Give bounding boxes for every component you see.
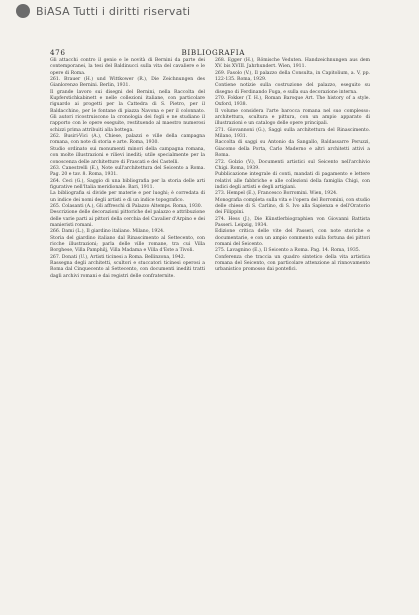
left-column (50, 58, 205, 280)
paragraph: 275. Lavagnino (E.), Il Seicento a Roma. Pag. 14. Roma, 1935. (215, 248, 361, 254)
paragraph: Il grande lavoro sui disegni del Bernini, nella Raccolta del Kupferstichkabinett e nelle collezioni italiane, con particolare riguardo ai progetti per la Cattedra di S. Pietro, per il Baldacchino, per le fontane di piazza Navona e per il colonnato. Gli autori ricostruiscono la cronologia dei fogli e ne studiano il rapporto con le opere eseguite, restituendo al maestro numerosi schizzi prima attribuiti alla bottega. (50, 89, 205, 133)
paragraph: 261. Brauer (H.) und Wittkower (R.), Die Zeichnungen des Gianlorenzo Bernini. Berlin, 1931. (50, 77, 205, 89)
paragraph: Rassegna degli architetti, scultori e stuccatori ticinesi operosi a Roma dal Cinquecento al Settecento, con documenti inediti tratti dagli archivi romani e dai registri delle confraternite. (50, 261, 205, 279)
paragraph: 262. Busiri-Vici (A.), Chiese, palazzi e ville della campagna romana, con note di storia e arte. Roma, 1930. (50, 134, 205, 146)
paragraph: Monografia completa sulla vita e l'opera del Borromini, con studio delle chiese di S. Carlino, di S. Ivo alla Sapienza e dell'Oratorio dei Filippini. (215, 197, 370, 216)
paragraph: 263. Canestrelli (E.), Note sull'architettura del Seicento a Roma. Pag. 20 e tav. 8. Roma, 1931. (50, 165, 205, 178)
page-number: 476 (50, 48, 66, 57)
paragraph: Raccolta di saggi su Antonio da Sangallo, Baldassarre Peruzzi, Giacomo della Porta, Carlo Maderno e altri architetti attivi a Roma. (215, 140, 370, 159)
paragraph: 264. Ceci (G.), Saggio di una bibliografia per la storia delle arti figurative nell'Italia meridionale. Bari, 1911. (50, 178, 205, 190)
running-title: BIBLIOGRAFIA (181, 48, 245, 57)
paragraph: Gli attacchi contro il genio e le novità di Bernini da parte dei contemporanei, la tesi del Baldinucci sulla vita del cavaliere e le opere di Roma. (50, 58, 205, 76)
page-header (50, 48, 371, 57)
paragraph: 267. Donati (U.), Artisti ticinesi a Roma. Bellinzona, 1942. (50, 254, 186, 260)
paragraph: Storia del giardino italiano dal Rinascimento al Settecento, con ricche illustrazioni; parla delle ville romane, tra cui Villa Borghese, Villa Pamphilj, Villa Madama e Villa d'Este a Tivoli. (50, 235, 205, 254)
paragraph: 272. Golzio (V.), Documenti artistici sul Seicento nell'archivio Chigi. Roma, 1939. (215, 159, 370, 171)
paragraph: 268. Egger (H.), Römische Veduten. Handzeichnungen aus dem XV. bis XVIII. Jahrhundert. Wien, 1911. (215, 58, 370, 70)
paragraph: Edizione critica delle vite del Passeri, con note storiche e documentarie, e con un ampio commento sulla fortuna dei pittori romani del Seicento. (215, 229, 370, 247)
biasa-logo-icon (16, 4, 30, 18)
paragraph: Contiene notizie sulla costruzione del palazzo, eseguito su disegno di Ferdinando Fuga, e sulla sua decorazione interna. (215, 83, 370, 95)
paragraph: Descrizione delle decorazioni pittoriche del palazzo e attribuzione delle varie parti ai pittori della cerchia del Cavalier d'Arpino e dei manieristi romani. (50, 210, 205, 228)
paragraph: La bibliografia si divide per materie e per luoghi; è corredata di un indice dei nomi degli artisti e di un indice topografico. (50, 191, 205, 203)
paragraph: 266. Dami (L.), Il giardino italiano. Milano, 1924. (50, 229, 165, 235)
paragraph: 274. Hess (J.), Die Künstlerbiographien von Giovanni Battista Passeri. Leipzig, 1934. (215, 216, 370, 228)
paragraph: 273. Hempel (E.), Francesco Borromini. Wien, 1924. (215, 191, 338, 197)
paragraph: Pubblicazione integrale di conti, mandati di pagamento e lettere relativi alle fabbriche e alle collezioni della famiglia Chigi, con indici degli artisti e degli artigiani. (215, 172, 370, 190)
paragraph: 271. Giovannoni (G.), Saggi sulla architettura del Rinascimento. Milano, 1931. (215, 127, 370, 140)
paragraph: Il volume considera l'arte barocca romana nel suo complesso: architettura, scultura e pittura, con un ampio apparato di illustrazioni e un catalogo delle opere principali. (215, 108, 370, 127)
paragraph: 270. Fokker (T. H.), Roman Baroque Art. The history of a style. Oxford, 1938. (215, 96, 370, 108)
paragraph: 269. Fasolo (V.), Il palazzo della Consulta, in Capitolium, a. V, pp. 122-135. Roma, 1929. (215, 70, 370, 83)
watermark (0, 0, 419, 22)
text-columns (50, 58, 370, 280)
paragraph: Conferenza che traccia un quadro sintetico della vita artistica romana del Seicento, con particolare attenzione al rinnovamento urbanistico promosso dai pontefici. (215, 254, 370, 273)
watermark-text: BiASA Tutti i diritti riservati (36, 4, 191, 18)
right-column (215, 58, 370, 280)
paragraph: Studio ordinato sui monumenti minori della campagna romana, con molte illustrazioni e rilievi inediti; utile specialmente per la conoscenza delle architetture di Frascati e dei Castelli. (50, 146, 205, 165)
paragraph: 265. Colasanti (A.), Gli affreschi di Palazzo Altemps. Roma, 1930. (50, 203, 203, 209)
